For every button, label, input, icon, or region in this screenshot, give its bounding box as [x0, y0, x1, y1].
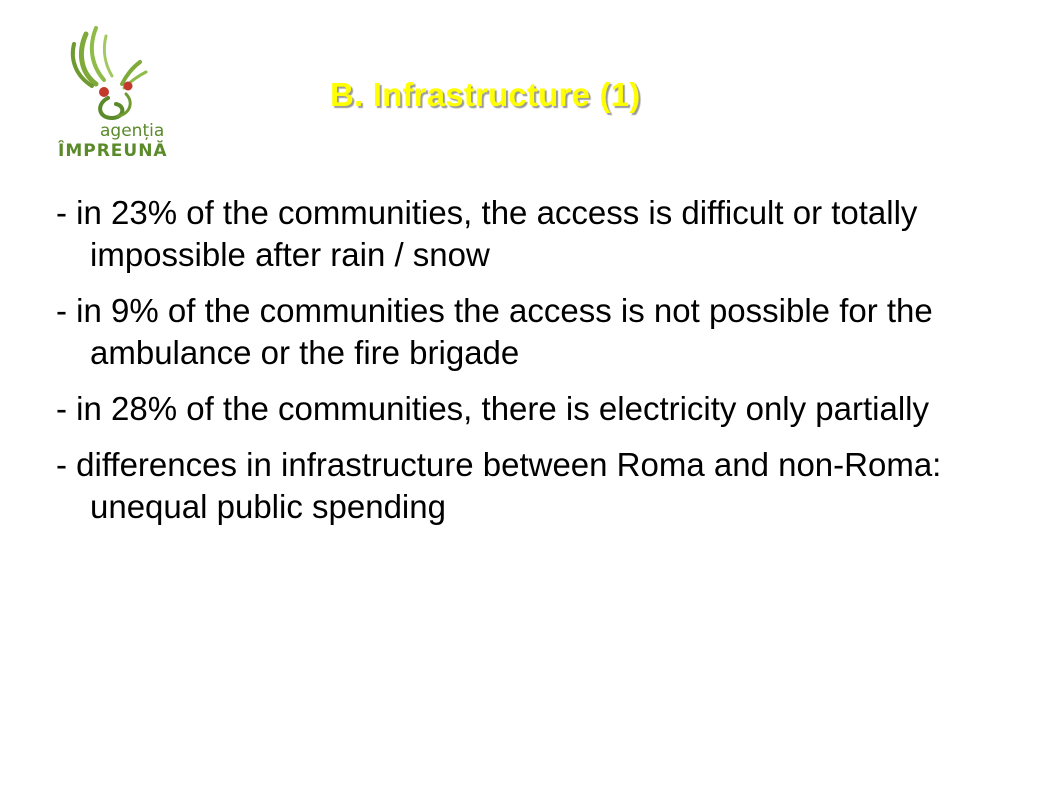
logo-text-impreuna: ÎMPREUNĂ: [58, 141, 168, 161]
bullet-item: - in 9% of the communities the access is not possible for the ambulance or the fire brigade: [56, 292, 933, 371]
agentia-impreuna-logo: [56, 22, 196, 162]
bullet-item: - in 28% of the communities, there is electricity only partially: [56, 390, 930, 427]
logo-text-agentia: agenția: [100, 121, 165, 141]
slide-title: B. Infrastructure (1): [330, 76, 641, 113]
logo-graphic: [56, 22, 196, 162]
bullet-item: - differences in infrastructure between Roma and non-Roma: unequal public spending: [56, 446, 942, 525]
bullet-item: - in 23% of the communities, the access is difficult or totally impossible after rain / snow: [56, 194, 918, 273]
bullet-list: [56, 192, 1016, 542]
